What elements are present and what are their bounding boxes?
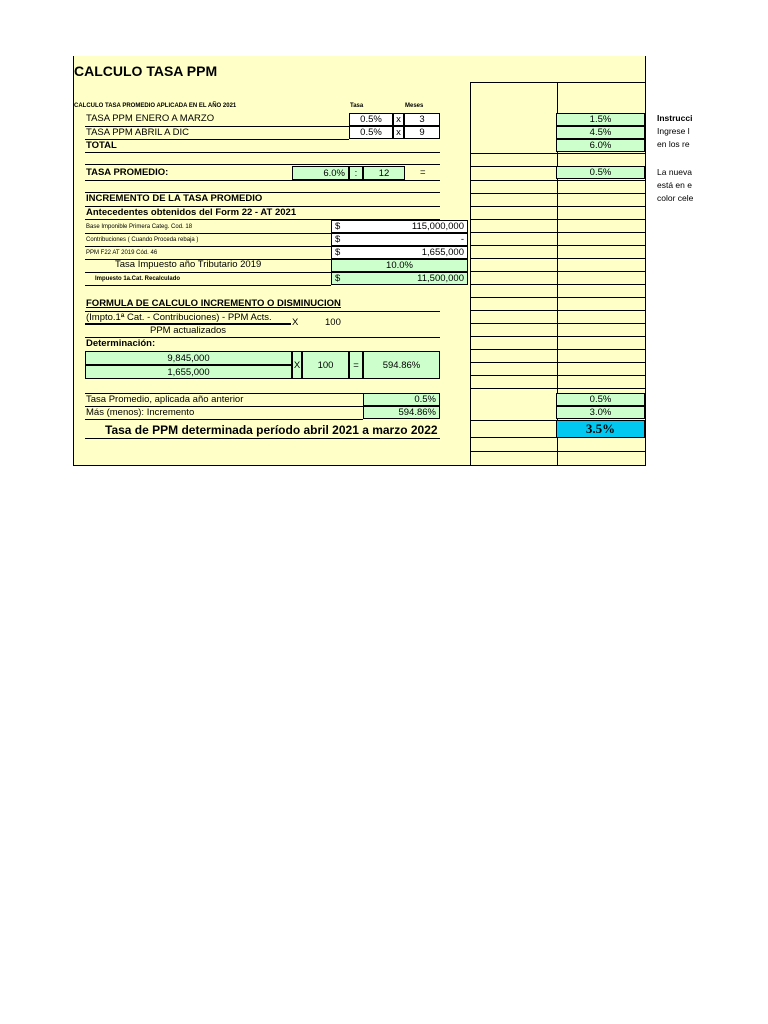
base-imponible-value: 115,000,000: [411, 221, 464, 232]
meses-abr-dic-cell[interactable]: 9: [404, 126, 440, 139]
currency-symbol: $: [335, 273, 341, 284]
determinacion-label: Determinación:: [86, 338, 156, 349]
determinacion-numerator-cell[interactable]: 9,845,000: [85, 351, 292, 365]
row-underline: [85, 233, 331, 234]
tasa-anterior-cell[interactable]: 0.5%: [363, 393, 440, 406]
col-header-tasa: Tasa: [350, 103, 364, 109]
antecedentes-heading: Antecedentes obtenidos del Form 22 - AT 2021: [86, 207, 297, 218]
row-underline: [85, 152, 440, 153]
impuesto-recalculado-label: Impuesto 1a.Cat. Recalculado: [95, 276, 181, 282]
determinacion-equals: =: [349, 351, 363, 379]
contribuciones-label: Contribuciones ( Cuando Proceda rebaja ): [86, 237, 199, 243]
grid-line: [470, 375, 646, 376]
instructions-line: La nueva: [657, 167, 692, 177]
tasa-anterior-right-cell[interactable]: 0.5%: [556, 393, 645, 406]
multiply-sign: x: [393, 113, 404, 126]
page-title: CALCULO TASA PPM: [74, 63, 218, 79]
grid-line: [470, 336, 646, 337]
grid-line: [470, 193, 646, 194]
contribuciones-cell[interactable]: [331, 233, 468, 246]
determinacion-multiply: X: [292, 351, 302, 379]
total-label: TOTAL: [86, 140, 117, 151]
row-underline: [85, 180, 440, 181]
base-imponible-cell[interactable]: [331, 220, 468, 233]
grid-line: [470, 297, 646, 298]
impuesto-recalculado-cell[interactable]: [331, 272, 468, 285]
row-underline: [85, 139, 349, 140]
currency-symbol: $: [335, 247, 341, 258]
total-result-cell[interactable]: 6.0%: [556, 139, 645, 152]
column-divider: [645, 56, 646, 465]
ppm-value: 1,655,000: [421, 247, 464, 258]
row-underline: [85, 272, 331, 273]
tasa-anterior-label: Tasa Promedio, aplicada año anterior: [86, 394, 244, 405]
promedio-result-cell[interactable]: 0.5%: [556, 166, 645, 179]
tasa-promedio-label: TASA PROMEDIO:: [86, 167, 169, 178]
tasa-abr-dic-cell[interactable]: 0.5%: [349, 126, 393, 139]
grid-line: [470, 206, 646, 207]
instructions-line: está en e: [657, 180, 692, 190]
grid-line: [470, 271, 646, 272]
meses-promedio-cell[interactable]: 12: [363, 166, 405, 180]
formula-heading: FORMULA DE CALCULO INCREMENTO O DISMINUCION: [86, 298, 341, 309]
meses-ene-mar-cell[interactable]: 3: [404, 113, 440, 126]
impuesto-recalculado-value: 11,500,000: [417, 273, 464, 284]
ppm-label: PPM F22 AT 2019 Cód. 46: [86, 250, 158, 256]
instructions-line: color cele: [657, 193, 694, 203]
grid-line: [470, 245, 646, 246]
formula-numerator: (Impto.1ª Cat. - Contribuciones) - PPM Acts.: [86, 312, 272, 323]
row-underline: [85, 419, 363, 420]
instructions-panel: [657, 113, 768, 213]
row-label-abr-dic: TASA PPM ABRIL A DIC: [86, 127, 189, 138]
row-underline: [85, 164, 440, 165]
column-divider: [470, 82, 471, 465]
grid-line: [470, 258, 646, 259]
grid-line: [470, 362, 646, 363]
determinacion-result-cell[interactable]: 594.86%: [363, 351, 440, 379]
base-imponible-label: Base Imponible Primera Categ. Cod. 18: [86, 224, 193, 230]
col-header-meses: Meses: [405, 103, 424, 109]
grid-line: [470, 284, 646, 285]
incremento-label: Más (menos): Incremento: [86, 407, 195, 418]
instructions-line: Ingrese l: [657, 126, 690, 136]
row-underline: [85, 285, 331, 286]
grid-line: [470, 388, 646, 389]
grid-line: [470, 153, 646, 154]
final-rate-cell[interactable]: 3.5%: [556, 420, 645, 438]
currency-symbol: $: [335, 221, 341, 232]
row-label-ene-mar: TASA PPM ENERO A MARZO: [86, 113, 215, 124]
section-label: CALCULO TASA PROMEDIO APLICADA EN EL AÑO 2021: [74, 103, 237, 109]
equals-sign: =: [420, 167, 426, 178]
tasa-ene-mar-cell[interactable]: 0.5%: [349, 113, 393, 126]
grid-line: [470, 219, 646, 220]
incremento-cell[interactable]: 594.86%: [363, 406, 440, 419]
grid-line: [470, 310, 646, 311]
grid-line: [470, 349, 646, 350]
incremento-heading: INCREMENTO DE LA TASA PROMEDIO: [86, 193, 263, 204]
result-ene-mar-cell[interactable]: 1.5%: [556, 113, 645, 126]
grid-line: [470, 451, 646, 452]
divide-sign: :: [349, 166, 363, 180]
tasa-impuesto-cell[interactable]: 10.0%: [331, 259, 468, 272]
determinacion-denominator-cell[interactable]: 1,655,000: [85, 365, 292, 379]
multiply-sign: x: [393, 126, 404, 139]
row-underline: [85, 246, 331, 247]
grid-line: [470, 82, 646, 83]
result-abr-dic-cell[interactable]: 4.5%: [556, 126, 645, 139]
currency-symbol: $: [335, 234, 341, 245]
determinacion-hundred: 100: [302, 351, 349, 379]
formula-denominator: PPM actualizados: [150, 325, 227, 336]
ppm-cell[interactable]: [331, 246, 468, 259]
grid-line: [470, 232, 646, 233]
grid-line: [470, 180, 646, 181]
row-underline: [85, 438, 440, 439]
formula-multiply: X: [292, 317, 299, 328]
formula-hundred: 100: [325, 317, 341, 328]
incremento-right-cell[interactable]: 3.0%: [556, 406, 645, 419]
final-rate-label: Tasa de PPM determinada período abril 2021 a marzo 2022: [105, 423, 438, 437]
contribuciones-value: -: [460, 234, 464, 245]
tasa-promedio-cell[interactable]: 6.0%: [292, 166, 349, 180]
instructions-title: Instrucci: [657, 113, 693, 123]
grid-line: [470, 323, 646, 324]
instructions-line: en los re: [657, 139, 690, 149]
tasa-impuesto-label: Tasa Impuesto año Tributario 2019: [115, 259, 262, 270]
